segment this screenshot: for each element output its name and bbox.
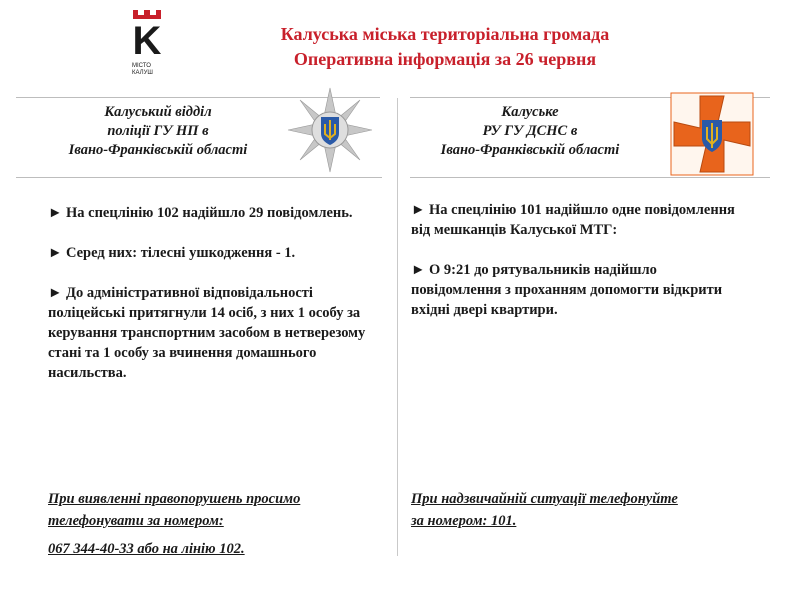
- police-dept-line-2: поліції ГУ НП в: [107, 123, 209, 139]
- logo-caption-1: МІСТО: [132, 63, 151, 69]
- police-star-emblem-icon: [286, 86, 374, 174]
- police-item-1: ► На спецлінію 102 надійшло 29 повідомлень.: [48, 205, 353, 221]
- logo-letter: K: [132, 19, 162, 63]
- title-line-1: Калуська міська територіальна громада: [280, 24, 610, 44]
- rescue-contact-note: [411, 488, 678, 532]
- police-report: [48, 203, 380, 403]
- police-phone-number: 067 344-40-33 або на лінію 102.: [48, 541, 245, 557]
- police-dept-title: [38, 103, 278, 160]
- police-dept-line-1: Калуський відділ: [104, 104, 212, 120]
- rescue-footer-line-2: за номером: 101.: [411, 513, 517, 529]
- rescue-item-2: ► О 9:21 до рятувальників надійшло повідомлення з проханням допомогти відкрити вхідні двері квартири.: [411, 262, 723, 318]
- title-line-2: Оперативна інформація за 26 червня: [293, 49, 597, 69]
- rescue-dept-line-3: Івано-Франківській області: [440, 142, 620, 158]
- police-contact-note: [48, 488, 300, 560]
- column-divider: [397, 98, 398, 556]
- police-item-2: ► Серед них: тілесні ушкодження - 1.: [48, 245, 296, 261]
- rescue-item-1: ► На спецлінію 101 надійшло одне повідомлення від мешканців Калуської МТГ:: [411, 202, 735, 238]
- police-item-3: ► До адміністративної відповідальності поліцейські притягнули 14 осіб, з них 1 особу за керування транспортним засобом в нетверезому стані та 1 особу за вчинення домашнього насильства.: [48, 285, 366, 381]
- left-bottom-rule: [16, 177, 382, 178]
- police-footer-line-2: телефонувати за номером:: [48, 513, 224, 529]
- page-title: [180, 22, 710, 72]
- right-bottom-rule: [410, 177, 770, 178]
- rescue-footer-line-1: При надзвичайній ситуації телефонуйте: [411, 491, 678, 507]
- police-footer-line-1: При виявленні правопорушень просимо: [48, 491, 301, 507]
- kalush-city-logo: [124, 10, 170, 76]
- rescue-dept-title: [410, 103, 650, 160]
- rescue-report: [411, 200, 741, 340]
- rescue-cross-emblem-icon: [670, 92, 754, 176]
- rescue-dept-line-2: РУ ГУ ДСНС в: [482, 123, 578, 139]
- police-dept-line-3: Івано-Франківській області: [68, 142, 248, 158]
- logo-caption-2: КАЛУШ: [132, 70, 153, 76]
- rescue-dept-line-1: Калуське: [501, 104, 559, 120]
